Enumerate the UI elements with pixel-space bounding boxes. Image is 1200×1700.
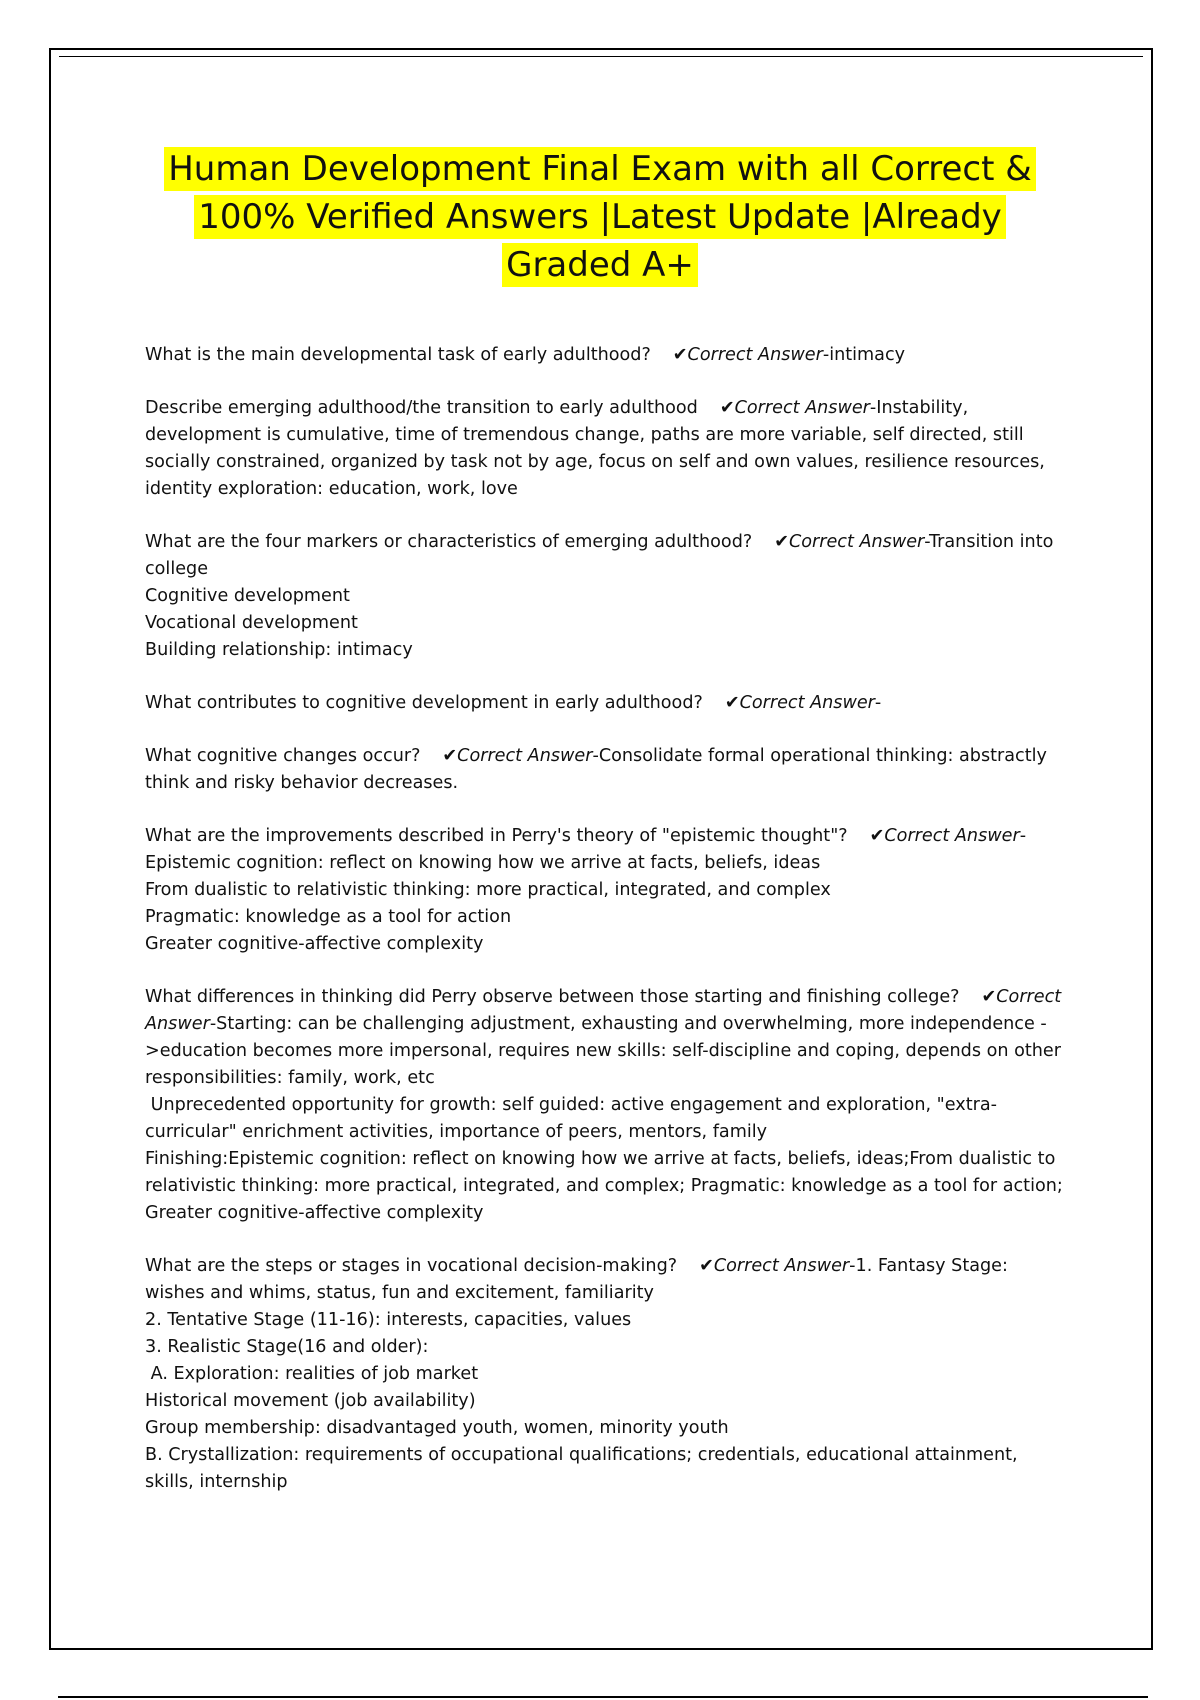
qa-item xyxy=(145,690,1065,717)
qa-item xyxy=(145,984,1069,1227)
qa-item xyxy=(145,823,1065,958)
question-text: What differences in thinking did Perry observe between those starting and finishing college? xyxy=(145,987,960,1007)
answer-dash: - xyxy=(924,532,929,552)
qa-first-line xyxy=(145,823,1065,850)
answer-dash: - xyxy=(849,1256,856,1276)
answer-text: intimacy xyxy=(829,345,906,365)
answer-line: Historical movement (job availability) xyxy=(145,1391,476,1411)
question-text: What are the steps or stages in vocational decision-making? xyxy=(145,1256,678,1276)
answer-line: Group membership: disadvantaged youth, women, minority youth xyxy=(145,1418,729,1438)
correct-answer-marker: ✔Correct Answer xyxy=(869,826,1020,846)
answer-text: 1. Fantasy Stage: wishes and whims, status, fun and excitement, familiarity xyxy=(145,1256,1014,1303)
qa-item xyxy=(145,342,1065,369)
qa-first-line xyxy=(145,1253,1065,1307)
correct-answer-marker: ✔Correct Answer xyxy=(774,532,925,552)
question-text: What are the improvements described in Perry's theory of "epistemic thought"? xyxy=(145,826,848,846)
answer-line: Building relationship: intimacy xyxy=(145,640,413,660)
answer-text: Transition into college xyxy=(145,532,1059,579)
answer-line: Vocational development xyxy=(145,613,358,633)
answer-text: Instability, development is cumulative, time of tremendous change, paths are more variable, self directed, still socially constrained, organized by task not by age, focus on self and own values, resilience resources, identity exploration: education, work, love xyxy=(145,398,1051,499)
answer-line: Unprecedented opportunity for growth: self guided: active engagement and exploration, "extra-curricular" enrichment activities, importance of peers, mentors, family xyxy=(145,1095,997,1142)
answer-dash: - xyxy=(822,345,830,365)
answer-line: Finishing:Epistemic cognition: reflect on knowing how we arrive at facts, beliefs, ideas;From dualistic to relativistic thinking: more practical, integrated, and complex; Pragmatic: knowledge as a tool for action; Greater cognitive-affective complexity xyxy=(145,1149,1069,1223)
answer-line: Epistemic cognition: reflect on knowing how we arrive at facts, beliefs, ideas xyxy=(145,853,821,873)
answer-line: From dualistic to relativistic thinking: more practical, integrated, and complex xyxy=(145,880,831,900)
qa-first-line xyxy=(145,529,1065,583)
qa-first-line xyxy=(145,743,1065,797)
correct-answer-marker: ✔Correct Answer xyxy=(145,987,1067,1034)
qa-item xyxy=(145,529,1065,664)
question-text: What cognitive changes occur? xyxy=(145,746,421,766)
correct-answer-marker: ✔Correct Answer xyxy=(719,398,870,418)
question-text: What are the four markers or characteristics of emerging adulthood? xyxy=(145,532,753,552)
answer-text: Consolidate formal operational thinking: abstractly think and risky behavior decreases. xyxy=(145,746,1053,793)
answer-dash: - xyxy=(1019,826,1027,846)
top-rule xyxy=(59,56,1143,57)
answer-line: A. Exploration: realities of job market xyxy=(145,1364,479,1384)
title-line-3: Graded A+ xyxy=(502,243,698,287)
question-text: What is the main developmental task of early adulthood? xyxy=(145,345,651,365)
qa-first-line xyxy=(145,690,1065,717)
correct-answer-marker: ✔Correct Answer xyxy=(699,1256,850,1276)
qa-first-line xyxy=(145,984,1065,1092)
qa-first-line xyxy=(145,342,1065,369)
answer-line: Pragmatic: knowledge as a tool for action xyxy=(145,907,512,927)
answer-line: 3. Realistic Stage(16 and older): xyxy=(145,1337,429,1357)
answer-line: Greater cognitive-affective complexity xyxy=(145,934,484,954)
question-text: What contributes to cognitive development in early adulthood? xyxy=(145,693,703,713)
question-text: Describe emerging adulthood/the transition to early adulthood xyxy=(145,398,698,418)
answer-line: Cognitive development xyxy=(145,586,350,606)
answer-line: 2. Tentative Stage (11-16): interests, capacities, values xyxy=(145,1310,632,1330)
qa-item xyxy=(145,395,1065,503)
answer-dash: - xyxy=(209,1014,217,1034)
title-line-2: 100% Verified Answers |Latest Update |Already xyxy=(194,195,1006,239)
answer-dash: - xyxy=(869,398,877,418)
qa-item xyxy=(145,1253,1065,1496)
qa-list xyxy=(145,342,1069,1522)
correct-answer-marker: ✔Correct Answer xyxy=(672,345,823,365)
document-title xyxy=(130,145,1070,289)
answer-dash: - xyxy=(874,693,882,713)
qa-first-line xyxy=(145,395,1065,503)
answer-dash: - xyxy=(592,746,599,766)
correct-answer-marker: ✔Correct Answer xyxy=(724,693,875,713)
qa-item xyxy=(145,743,1065,797)
answer-line: B. Crystallization: requirements of occupational qualifications; credentials, educational attainment, skills, internship xyxy=(145,1445,1024,1492)
correct-answer-marker: ✔Correct Answer xyxy=(442,746,593,766)
title-line-1: Human Development Final Exam with all Correct & xyxy=(164,147,1036,191)
answer-text: Starting: can be challenging adjustment, exhausting and overwhelming, more independence ->education becomes more impersonal, requires new skills: self-discipline and coping, depends on other responsibilities: family, work, etc xyxy=(145,1014,1067,1088)
bottom-rule xyxy=(58,1696,1148,1698)
